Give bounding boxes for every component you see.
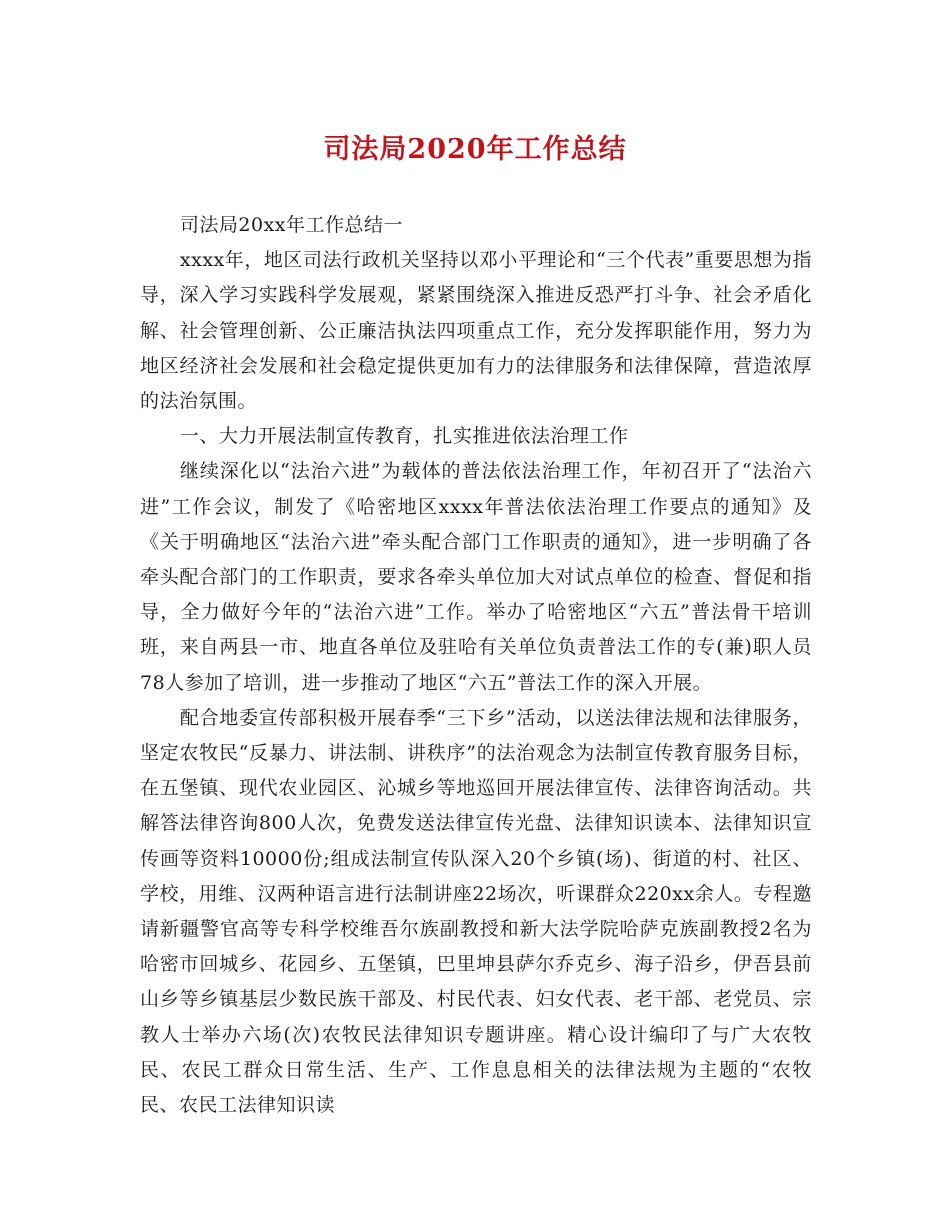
body-paragraph: 配合地委宣传部积极开展春季“三下乡”活动，以送法律法规和法律服务，坚定农牧民“反暴力、讲法制、讲秩序”的法治观念为法制宣传教育服务目标，在五堡镇、现代农业园区、沁城乡等地巡回开展法律宣传、法律咨询活动。共解答法律咨询800人次，免费发送法律宣传光盘、法律知识读本、法律知识宣传画等资料10000份;组成法制宣传队深入20个乡镇(场)、街道的村、社区、学校，用维、汉两种语言进行法制讲座22场次，听课群众220xx余人。专程邀请新疆警官高等专科学校维吾尔族副教授和新大法学院哈萨克族副教授2名为哈密市回城乡、花园乡、五堡镇，巴里坤县萨尔乔克乡、海子沿乡，伊吾县前山乡等乡镇基层少数民族干部及、村民代表、妇女代表、老干部、老党员、宗教人士举办六场(次)农牧民法律知识专题讲座。精心设计编印了与广大农牧民、农民工群众日常生活、生产、工作息息相关的法律法规为主题的“农牧民、农民工法律知识读 [140, 706, 812, 1117]
section-heading: 一、大力开展法制宣传教育，扎实推进依法治理工作 [179, 425, 629, 448]
document-title: 司法局2020年工作总结 [323, 134, 627, 165]
body-paragraph: xxxx年，地区司法行政机关坚持以邓小平理论和“三个代表”重要思想为指导，深入学习实践科学发展观，紧紧围绕深入推进反恐严打斗争、社会矛盾化解、社会管理创新、公正廉洁执法四项重点工作，充分发挥职能作用，努力为地区经济社会发展和社会稳定提供更加有力的法律服务和法律保障，营造浓厚的法治氛围。 [140, 249, 812, 413]
section-subtitle: 司法局20xx年工作总结一 [179, 214, 403, 236]
document-body [140, 208, 812, 1123]
body-paragraph: 继续深化以“法治六进”为载体的普法依法治理工作，年初召开了“法治六进”工作会议，制发了《哈密地区xxxx年普法依法治理工作要点的通知》及《关于明确地区“法治六进”牵头配合部门工作职责的通知》，进一步明确了各牵头配合部门的工作职责，要求各牵头单位加大对试点单位的检查、督促和指导，全力做好今年的“法治六进”工作。举办了哈密地区“六五”普法骨干培训班，来自两县一市、地直各单位及驻哈有关单位负责普法工作的专(兼)职人员78人参加了培训，进一步推动了地区“六五”普法工作的深入开展。 [140, 460, 812, 694]
